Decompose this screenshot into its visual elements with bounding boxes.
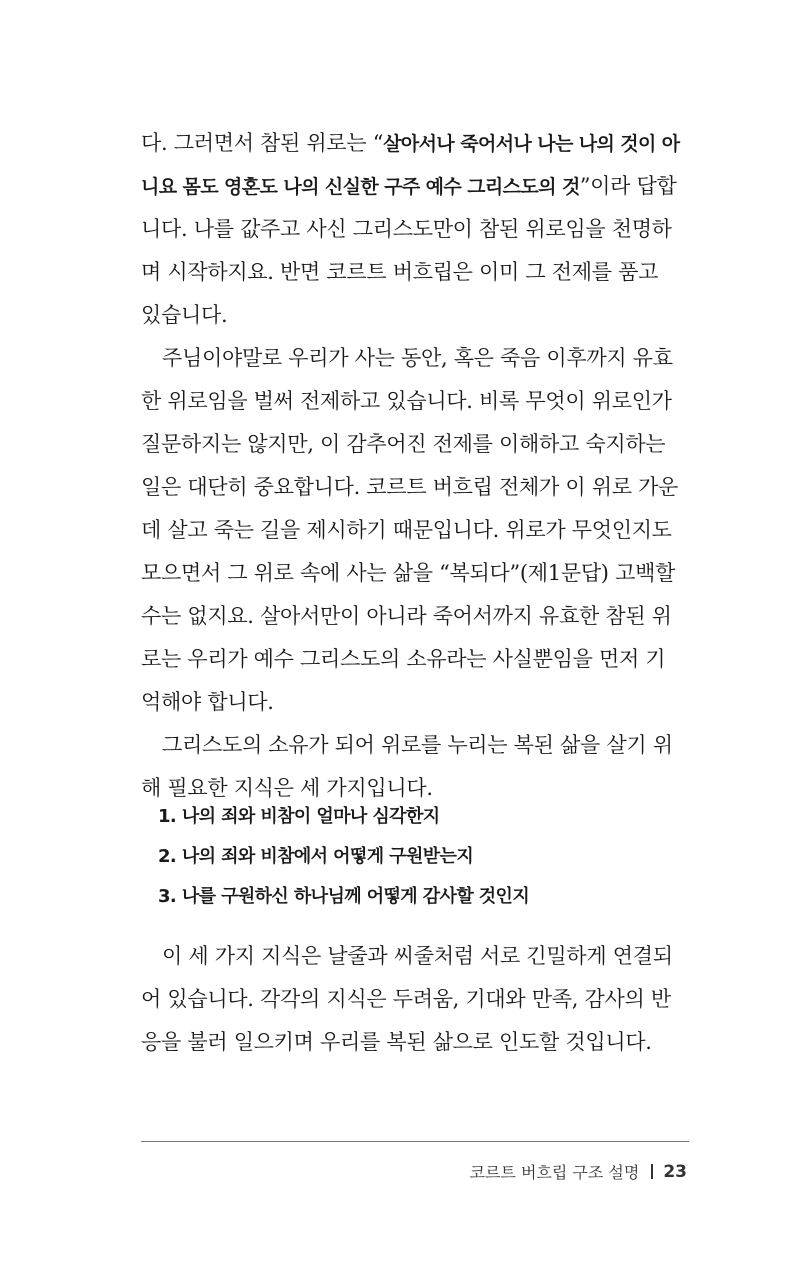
page-footer: [470, 1160, 688, 1183]
text-line: 로는 우리가 예수 그리스도의 소유라는 사실뿐임을 먼저 기: [141, 647, 666, 671]
text-line: 해 필요한 지식은 세 가지입니다.: [141, 776, 433, 800]
list-item: 1. 나의 죄와 비참이 얼마나 심각한지: [158, 806, 440, 827]
text-line: 이 세 가지 지식은 날줄과 씨줄처럼 서로 긴밀하게 연결되: [162, 944, 673, 968]
quote-bold: 니요 몸도 영혼도 나의 신실한 구주 예수 그리스도의 것: [141, 176, 580, 198]
text-line: 니다. 나를 값주고 사신 그리스도만이 참된 위로임을 천명하: [141, 217, 672, 241]
body-text: [141, 122, 689, 810]
quote-bold: 살아서나 죽어서나 나는 나의 것이 아: [383, 133, 680, 155]
text-line: 어 있습니다. 각각의 지식은 두려움, 기대와 만족, 감사의 반: [141, 987, 671, 1011]
text-line: 한 위로임을 벌써 전제하고 있습니다. 비록 무엇이 위로인가: [141, 389, 672, 413]
page-number: 23: [663, 1161, 687, 1182]
text-line: 일은 대단히 중요합니다. 코르트 버흐립 전체가 이 위로 가운: [141, 475, 679, 499]
list-item: 3. 나를 구원하신 하나님께 어떻게 감사할 것인지: [158, 886, 530, 907]
text-line: [141, 165, 689, 208]
paragraph: [141, 337, 689, 724]
text-line: 데 살고 죽는 길을 제시하기 때문입니다. 위로가 무엇인지도: [141, 518, 672, 542]
text-line: 주님이야말로 우리가 사는 동안, 혹은 죽음 이후까지 유효: [162, 346, 673, 370]
text-line: [141, 122, 689, 165]
paragraph: [141, 122, 689, 337]
knowledge-list: [158, 797, 678, 917]
running-title: 코르트 버흐립 구조 설명: [469, 1163, 640, 1182]
text-line: 며 시작하지요. 반면 코르트 버흐립은 이미 그 전제를 품고: [141, 260, 659, 284]
text-line: 수는 없지요. 살아서만이 아니라 죽어서까지 유효한 참된 위: [141, 604, 672, 628]
text-span: 다. 그러면서 참된 위로는 “: [141, 131, 384, 155]
footer-separator: [651, 1164, 653, 1179]
text-line: 질문하지는 않지만, 이 감추어진 전제를 이해하고 숙지하는: [141, 432, 666, 456]
text-line: 응을 불러 일으키며 우리를 복된 삶으로 인도할 것입니다.: [141, 1030, 652, 1054]
text-line: 억해야 합니다.: [141, 690, 274, 714]
closing-paragraph: [141, 935, 689, 1064]
text-line: 모으면서 그 위로 속에 사는 삶을 “복되다”(제1문답) 고백할: [141, 561, 676, 585]
text-span: ”이라 답합: [579, 174, 677, 198]
footer-divider: [141, 1141, 689, 1142]
text-line: 있습니다.: [141, 303, 228, 327]
text-line: 그리스도의 소유가 되어 위로를 누리는 복된 삶을 살기 위: [162, 733, 673, 757]
list-item: 2. 나의 죄와 비참에서 어떻게 구원받는지: [158, 846, 474, 867]
